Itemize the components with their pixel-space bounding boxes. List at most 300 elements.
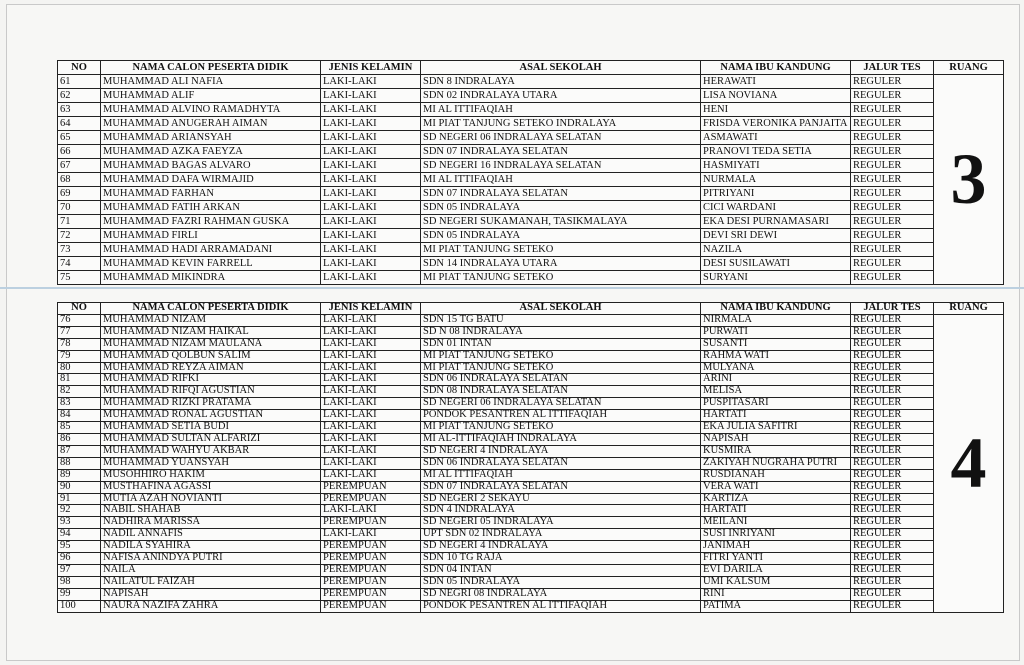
cell-no: 70 bbox=[58, 201, 101, 215]
cell-test-track: REGULER bbox=[851, 257, 934, 271]
cell-student-name: MUHAMMAD RIFKI bbox=[101, 374, 321, 386]
cell-no: 74 bbox=[58, 257, 101, 271]
table-row bbox=[58, 326, 1004, 338]
cell-no: 76 bbox=[58, 314, 101, 326]
table-row bbox=[58, 173, 1004, 187]
cell-gender: LAKI-LAKI bbox=[321, 271, 421, 285]
cell-test-track: REGULER bbox=[851, 215, 934, 229]
cell-mother-name: EKA JULIA SAFITRI bbox=[701, 422, 851, 434]
table-row bbox=[58, 187, 1004, 201]
cell-origin-school: SD NEGERI SUKAMANAH, TASIKMALAYA bbox=[421, 215, 701, 229]
table-row bbox=[58, 201, 1004, 215]
cell-gender: PEREMPUAN bbox=[321, 564, 421, 576]
cell-test-track: REGULER bbox=[851, 243, 934, 257]
table-row bbox=[58, 271, 1004, 285]
cell-test-track: REGULER bbox=[851, 173, 934, 187]
cell-student-name: MUSOHHIRO HAKIM bbox=[101, 469, 321, 481]
table-row bbox=[58, 529, 1004, 541]
cell-student-name: MUHAMMAD ALIF bbox=[101, 89, 321, 103]
cell-student-name: MUHAMMAD QOLBUN SALIM bbox=[101, 350, 321, 362]
cell-gender: LAKI-LAKI bbox=[321, 131, 421, 145]
cell-origin-school: SDN 07 INDRALAYA SELATAN bbox=[421, 187, 701, 201]
col-header-gender: JENIS KELAMIN bbox=[321, 303, 421, 315]
cell-no: 75 bbox=[58, 271, 101, 285]
cell-gender: LAKI-LAKI bbox=[321, 201, 421, 215]
cell-test-track: REGULER bbox=[851, 117, 934, 131]
cell-student-name: MUHAMMAD FARHAN bbox=[101, 187, 321, 201]
cell-test-track: REGULER bbox=[851, 576, 934, 588]
table-header-row bbox=[58, 61, 1004, 75]
table-row bbox=[58, 75, 1004, 89]
col-header-gender: JENIS KELAMIN bbox=[321, 61, 421, 75]
cell-mother-name: KARTIZA bbox=[701, 493, 851, 505]
cell-no: 93 bbox=[58, 517, 101, 529]
cell-student-name: MUHAMMAD AZKA FAEYZA bbox=[101, 145, 321, 159]
cell-no: 84 bbox=[58, 410, 101, 422]
cell-student-name: NAPISAH bbox=[101, 588, 321, 600]
cell-mother-name: NURMALA bbox=[701, 173, 851, 187]
cell-gender: LAKI-LAKI bbox=[321, 505, 421, 517]
cell-no: 85 bbox=[58, 422, 101, 434]
table-row bbox=[58, 445, 1004, 457]
cell-mother-name: PUSPITASARI bbox=[701, 398, 851, 410]
cell-test-track: REGULER bbox=[851, 386, 934, 398]
cell-test-track: REGULER bbox=[851, 145, 934, 159]
col-header-room: RUANG bbox=[934, 61, 1004, 75]
cell-origin-school: SDN 01 INTAN bbox=[421, 338, 701, 350]
table-row bbox=[58, 145, 1004, 159]
cell-no: 65 bbox=[58, 131, 101, 145]
room-number: 4 bbox=[934, 314, 1004, 612]
cell-origin-school: MI AL ITTIFAQIAH bbox=[421, 103, 701, 117]
table-row bbox=[58, 553, 1004, 565]
cell-student-name: MUHAMMAD SULTAN ALFARIZI bbox=[101, 433, 321, 445]
cell-gender: LAKI-LAKI bbox=[321, 362, 421, 374]
cell-student-name: NADHIRA MARISSA bbox=[101, 517, 321, 529]
cell-mother-name: ARINI bbox=[701, 374, 851, 386]
cell-gender: LAKI-LAKI bbox=[321, 145, 421, 159]
cell-test-track: REGULER bbox=[851, 505, 934, 517]
table-row bbox=[58, 600, 1004, 612]
cell-mother-name: MULYANA bbox=[701, 362, 851, 374]
cell-mother-name: UMI KALSUM bbox=[701, 576, 851, 588]
cell-mother-name: SUSI INRIYANI bbox=[701, 529, 851, 541]
cell-student-name: NAFISA ANINDYA PUTRI bbox=[101, 553, 321, 565]
cell-origin-school: SD NEGERI 2 SEKAYU bbox=[421, 493, 701, 505]
cell-no: 63 bbox=[58, 103, 101, 117]
table-row bbox=[58, 422, 1004, 434]
cell-origin-school: MI AL ITTIFAQIAH bbox=[421, 469, 701, 481]
cell-mother-name: HARTATI bbox=[701, 410, 851, 422]
cell-gender: PEREMPUAN bbox=[321, 541, 421, 553]
cell-test-track: REGULER bbox=[851, 89, 934, 103]
cell-student-name: MUHAMMAD ALVINO RAMADHYTA bbox=[101, 103, 321, 117]
cell-gender: LAKI-LAKI bbox=[321, 529, 421, 541]
cell-mother-name: NAPISAH bbox=[701, 433, 851, 445]
cell-origin-school: SDN 06 INDRALAYA SELATAN bbox=[421, 374, 701, 386]
cell-origin-school: SD NEGERI 16 INDRALAYA SELATAN bbox=[421, 159, 701, 173]
cell-test-track: REGULER bbox=[851, 529, 934, 541]
col-header-track: JALUR TES bbox=[851, 303, 934, 315]
cell-test-track: REGULER bbox=[851, 338, 934, 350]
cell-mother-name: CICI WARDANI bbox=[701, 201, 851, 215]
cell-mother-name: PRANOVI TEDA SETIA bbox=[701, 145, 851, 159]
cell-mother-name: RUSDIANAH bbox=[701, 469, 851, 481]
cell-gender: LAKI-LAKI bbox=[321, 187, 421, 201]
cell-test-track: REGULER bbox=[851, 271, 934, 285]
cell-origin-school: SD NEGERI 4 INDRALAYA bbox=[421, 445, 701, 457]
cell-student-name: MUHAMMAD KEVIN FARRELL bbox=[101, 257, 321, 271]
cell-mother-name: PATIMA bbox=[701, 600, 851, 612]
cell-origin-school: SDN 10 TG RAJA bbox=[421, 553, 701, 565]
cell-student-name: MUHAMMAD RONAL AGUSTIAN bbox=[101, 410, 321, 422]
cell-origin-school: SDN 07 INDRALAYA SELATAN bbox=[421, 481, 701, 493]
roster-table-room-3 bbox=[57, 60, 1004, 285]
cell-gender: LAKI-LAKI bbox=[321, 103, 421, 117]
cell-test-track: REGULER bbox=[851, 350, 934, 362]
cell-student-name: MUTIA AZAH NOVIANTI bbox=[101, 493, 321, 505]
cell-test-track: REGULER bbox=[851, 159, 934, 173]
cell-origin-school: SD NEGERI 4 INDRALAYA bbox=[421, 541, 701, 553]
cell-mother-name: LISA NOVIANA bbox=[701, 89, 851, 103]
cell-test-track: REGULER bbox=[851, 517, 934, 529]
cell-no: 67 bbox=[58, 159, 101, 173]
cell-gender: PEREMPUAN bbox=[321, 553, 421, 565]
cell-gender: LAKI-LAKI bbox=[321, 469, 421, 481]
cell-test-track: REGULER bbox=[851, 600, 934, 612]
table-row bbox=[58, 159, 1004, 173]
cell-origin-school: MI PIAT TANJUNG SETEKO bbox=[421, 350, 701, 362]
cell-test-track: REGULER bbox=[851, 422, 934, 434]
cell-no: 97 bbox=[58, 564, 101, 576]
table-row bbox=[58, 517, 1004, 529]
cell-student-name: MUHAMMAD YUANSYAH bbox=[101, 457, 321, 469]
cell-origin-school: SDN 02 INDRALAYA UTARA bbox=[421, 89, 701, 103]
cell-student-name: MUHAMMAD FIRLI bbox=[101, 229, 321, 243]
cell-origin-school: SDN 05 INDRALAYA bbox=[421, 201, 701, 215]
cell-test-track: REGULER bbox=[851, 103, 934, 117]
table-row bbox=[58, 564, 1004, 576]
table-row bbox=[58, 410, 1004, 422]
table-row bbox=[58, 338, 1004, 350]
cell-origin-school: SD NEGRI 08 INDRALAYA bbox=[421, 588, 701, 600]
cell-test-track: REGULER bbox=[851, 187, 934, 201]
cell-mother-name: FITRI YANTI bbox=[701, 553, 851, 565]
cell-student-name: MUHAMMAD RIZKI PRATAMA bbox=[101, 398, 321, 410]
cell-student-name: NAILA bbox=[101, 564, 321, 576]
table-row bbox=[58, 374, 1004, 386]
cell-student-name: MUHAMMAD NIZAM MAULANA bbox=[101, 338, 321, 350]
table-row bbox=[58, 103, 1004, 117]
cell-test-track: REGULER bbox=[851, 481, 934, 493]
cell-test-track: REGULER bbox=[851, 457, 934, 469]
cell-origin-school: SDN 14 INDRALAYA UTARA bbox=[421, 257, 701, 271]
col-header-room: RUANG bbox=[934, 303, 1004, 315]
table-row bbox=[58, 576, 1004, 588]
cell-origin-school: PONDOK PESANTREN AL ITTIFAQIAH bbox=[421, 410, 701, 422]
cell-gender: PEREMPUAN bbox=[321, 481, 421, 493]
table-row bbox=[58, 505, 1004, 517]
cell-no: 99 bbox=[58, 588, 101, 600]
cell-no: 81 bbox=[58, 374, 101, 386]
cell-test-track: REGULER bbox=[851, 541, 934, 553]
cell-mother-name: MELISA bbox=[701, 386, 851, 398]
cell-origin-school: SD NEGERI 06 INDRALAYA SELATAN bbox=[421, 131, 701, 145]
cell-student-name: MUHAMMAD ANUGERAH AIMAN bbox=[101, 117, 321, 131]
cell-no: 64 bbox=[58, 117, 101, 131]
cell-no: 72 bbox=[58, 229, 101, 243]
cell-test-track: REGULER bbox=[851, 75, 934, 89]
table-row bbox=[58, 398, 1004, 410]
cell-no: 94 bbox=[58, 529, 101, 541]
col-header-school: ASAL SEKOLAH bbox=[421, 61, 701, 75]
table-row bbox=[58, 131, 1004, 145]
cell-no: 69 bbox=[58, 187, 101, 201]
cell-origin-school: SDN 07 INDRALAYA SELATAN bbox=[421, 145, 701, 159]
cell-origin-school: SDN 05 INDRALAYA bbox=[421, 229, 701, 243]
cell-origin-school: SDN 08 INDRALAYA SELATAN bbox=[421, 386, 701, 398]
col-header-name: NAMA CALON PESERTA DIDIK bbox=[101, 303, 321, 315]
cell-mother-name: JANIMAH bbox=[701, 541, 851, 553]
cell-gender: LAKI-LAKI bbox=[321, 159, 421, 173]
cell-gender: LAKI-LAKI bbox=[321, 314, 421, 326]
cell-student-name: NADILA SYAHIRA bbox=[101, 541, 321, 553]
cell-student-name: NAURA NAZIFA ZAHRA bbox=[101, 600, 321, 612]
page-divider bbox=[0, 287, 1024, 289]
cell-test-track: REGULER bbox=[851, 410, 934, 422]
cell-mother-name: PITRIYANI bbox=[701, 187, 851, 201]
cell-gender: LAKI-LAKI bbox=[321, 215, 421, 229]
cell-test-track: REGULER bbox=[851, 362, 934, 374]
cell-mother-name: EKA DESI PURNAMASARI bbox=[701, 215, 851, 229]
cell-gender: LAKI-LAKI bbox=[321, 75, 421, 89]
col-header-no: NO bbox=[58, 303, 101, 315]
table-row bbox=[58, 243, 1004, 257]
cell-origin-school: MI AL-ITTIFAQIAH INDRALAYA bbox=[421, 433, 701, 445]
cell-origin-school: SDN 04 INTAN bbox=[421, 564, 701, 576]
cell-no: 98 bbox=[58, 576, 101, 588]
cell-student-name: MUHAMMAD FATIH ARKAN bbox=[101, 201, 321, 215]
cell-origin-school: MI PIAT TANJUNG SETEKO bbox=[421, 271, 701, 285]
room-number: 3 bbox=[934, 75, 1004, 285]
table-row bbox=[58, 469, 1004, 481]
cell-mother-name: VERA WATI bbox=[701, 481, 851, 493]
table-row bbox=[58, 215, 1004, 229]
cell-mother-name: PURWATI bbox=[701, 326, 851, 338]
cell-mother-name: RINI bbox=[701, 588, 851, 600]
cell-test-track: REGULER bbox=[851, 131, 934, 145]
cell-test-track: REGULER bbox=[851, 374, 934, 386]
cell-mother-name: RAHMA WATI bbox=[701, 350, 851, 362]
cell-gender: LAKI-LAKI bbox=[321, 445, 421, 457]
cell-origin-school: SDN 06 INDRALAYA SELATAN bbox=[421, 457, 701, 469]
cell-no: 82 bbox=[58, 386, 101, 398]
cell-student-name: MUHAMMAD MIKINDRA bbox=[101, 271, 321, 285]
cell-no: 80 bbox=[58, 362, 101, 374]
cell-gender: LAKI-LAKI bbox=[321, 374, 421, 386]
cell-no: 95 bbox=[58, 541, 101, 553]
cell-mother-name: NAZILA bbox=[701, 243, 851, 257]
cell-test-track: REGULER bbox=[851, 493, 934, 505]
cell-gender: LAKI-LAKI bbox=[321, 243, 421, 257]
cell-student-name: MUHAMMAD NIZAM HAIKAL bbox=[101, 326, 321, 338]
roster-table-room-4 bbox=[57, 302, 1004, 613]
cell-gender: LAKI-LAKI bbox=[321, 386, 421, 398]
cell-mother-name: FRISDA VERONIKA PANJAITA bbox=[701, 117, 851, 131]
cell-no: 71 bbox=[58, 215, 101, 229]
cell-no: 77 bbox=[58, 326, 101, 338]
cell-mother-name: HARTATI bbox=[701, 505, 851, 517]
cell-test-track: REGULER bbox=[851, 588, 934, 600]
cell-mother-name: MEILANI bbox=[701, 517, 851, 529]
cell-test-track: REGULER bbox=[851, 229, 934, 243]
cell-origin-school: SD NEGERI 06 INDRALAYA SELATAN bbox=[421, 398, 701, 410]
cell-no: 62 bbox=[58, 89, 101, 103]
col-header-no: NO bbox=[58, 61, 101, 75]
cell-no: 68 bbox=[58, 173, 101, 187]
table-row bbox=[58, 541, 1004, 553]
cell-gender: PEREMPUAN bbox=[321, 600, 421, 612]
cell-student-name: MUHAMMAD SETIA BUDI bbox=[101, 422, 321, 434]
cell-no: 92 bbox=[58, 505, 101, 517]
table-row bbox=[58, 229, 1004, 243]
cell-student-name: NADIL ANNAFIS bbox=[101, 529, 321, 541]
cell-mother-name: EVI DARILA bbox=[701, 564, 851, 576]
cell-gender: PEREMPUAN bbox=[321, 588, 421, 600]
cell-no: 86 bbox=[58, 433, 101, 445]
cell-mother-name: ZAKIYAH NUGRAHA PUTRI bbox=[701, 457, 851, 469]
cell-no: 89 bbox=[58, 469, 101, 481]
cell-no: 96 bbox=[58, 553, 101, 565]
cell-origin-school: MI PIAT TANJUNG SETEKO bbox=[421, 422, 701, 434]
cell-gender: LAKI-LAKI bbox=[321, 117, 421, 131]
cell-gender: LAKI-LAKI bbox=[321, 229, 421, 243]
cell-student-name: MUHAMMAD ALI NAFIA bbox=[101, 75, 321, 89]
cell-mother-name: KUSMIRA bbox=[701, 445, 851, 457]
cell-mother-name: DEVI SRI DEWI bbox=[701, 229, 851, 243]
cell-student-name: MUHAMMAD REYZA AIMAN bbox=[101, 362, 321, 374]
table-row bbox=[58, 89, 1004, 103]
cell-student-name: MUHAMMAD BAGAS ALVARO bbox=[101, 159, 321, 173]
cell-test-track: REGULER bbox=[851, 469, 934, 481]
cell-student-name: NABIL SHAHAB bbox=[101, 505, 321, 517]
cell-test-track: REGULER bbox=[851, 433, 934, 445]
cell-mother-name: DESI SUSILAWATI bbox=[701, 257, 851, 271]
cell-gender: LAKI-LAKI bbox=[321, 173, 421, 187]
col-header-school: ASAL SEKOLAH bbox=[421, 303, 701, 315]
cell-student-name: NAILATUL FAIZAH bbox=[101, 576, 321, 588]
col-header-track: JALUR TES bbox=[851, 61, 934, 75]
cell-mother-name: NIRMALA bbox=[701, 314, 851, 326]
cell-test-track: REGULER bbox=[851, 564, 934, 576]
cell-origin-school: MI PIAT TANJUNG SETEKO INDRALAYA bbox=[421, 117, 701, 131]
cell-gender: LAKI-LAKI bbox=[321, 398, 421, 410]
cell-gender: LAKI-LAKI bbox=[321, 326, 421, 338]
cell-no: 66 bbox=[58, 145, 101, 159]
cell-gender: LAKI-LAKI bbox=[321, 457, 421, 469]
cell-student-name: MUHAMMAD RIFQI AGUSTIAN bbox=[101, 386, 321, 398]
table-row bbox=[58, 493, 1004, 505]
cell-mother-name: SURYANI bbox=[701, 271, 851, 285]
cell-student-name: MUHAMMAD HADI ARRAMADANI bbox=[101, 243, 321, 257]
cell-no: 73 bbox=[58, 243, 101, 257]
cell-origin-school: SD NEGERI 05 INDRALAYA bbox=[421, 517, 701, 529]
cell-student-name: MUHAMMAD ARIANSYAH bbox=[101, 131, 321, 145]
cell-gender: PEREMPUAN bbox=[321, 576, 421, 588]
cell-origin-school: UPT SDN 02 INDRALAYA bbox=[421, 529, 701, 541]
cell-mother-name: HERAWATI bbox=[701, 75, 851, 89]
table-row bbox=[58, 350, 1004, 362]
col-header-mother: NAMA IBU KANDUNG bbox=[701, 61, 851, 75]
cell-test-track: REGULER bbox=[851, 398, 934, 410]
cell-gender: LAKI-LAKI bbox=[321, 257, 421, 271]
col-header-mother: NAMA IBU KANDUNG bbox=[701, 303, 851, 315]
cell-student-name: MUHAMMAD FAZRI RAHMAN GUSKA bbox=[101, 215, 321, 229]
cell-gender: PEREMPUAN bbox=[321, 493, 421, 505]
table-row bbox=[58, 457, 1004, 469]
table-row bbox=[58, 314, 1004, 326]
cell-origin-school: MI PIAT TANJUNG SETEKO bbox=[421, 362, 701, 374]
table-row bbox=[58, 481, 1004, 493]
cell-gender: LAKI-LAKI bbox=[321, 422, 421, 434]
cell-origin-school: PONDOK PESANTREN AL ITTIFAQIAH bbox=[421, 600, 701, 612]
cell-test-track: REGULER bbox=[851, 445, 934, 457]
cell-test-track: REGULER bbox=[851, 326, 934, 338]
cell-origin-school: SDN 15 TG BATU bbox=[421, 314, 701, 326]
table-header-row bbox=[58, 303, 1004, 315]
cell-test-track: REGULER bbox=[851, 553, 934, 565]
table-row bbox=[58, 362, 1004, 374]
table-row bbox=[58, 257, 1004, 271]
cell-origin-school: SDN 4 INDRALAYA bbox=[421, 505, 701, 517]
cell-gender: PEREMPUAN bbox=[321, 517, 421, 529]
cell-no: 100 bbox=[58, 600, 101, 612]
cell-origin-school: SDN 8 INDRALAYA bbox=[421, 75, 701, 89]
cell-gender: LAKI-LAKI bbox=[321, 338, 421, 350]
cell-student-name: MUSTHAFINA AGASSI bbox=[101, 481, 321, 493]
cell-student-name: MUHAMMAD NIZAM bbox=[101, 314, 321, 326]
cell-mother-name: SUSANTI bbox=[701, 338, 851, 350]
cell-no: 87 bbox=[58, 445, 101, 457]
cell-origin-school: MI PIAT TANJUNG SETEKO bbox=[421, 243, 701, 257]
cell-no: 78 bbox=[58, 338, 101, 350]
cell-test-track: REGULER bbox=[851, 314, 934, 326]
cell-gender: LAKI-LAKI bbox=[321, 350, 421, 362]
cell-student-name: MUHAMMAD WAHYU AKBAR bbox=[101, 445, 321, 457]
table-row bbox=[58, 117, 1004, 131]
cell-mother-name: ASMAWATI bbox=[701, 131, 851, 145]
cell-origin-school: SDN 05 INDRALAYA bbox=[421, 576, 701, 588]
cell-origin-school: SD N 08 INDRALAYA bbox=[421, 326, 701, 338]
col-header-name: NAMA CALON PESERTA DIDIK bbox=[101, 61, 321, 75]
cell-no: 90 bbox=[58, 481, 101, 493]
cell-gender: LAKI-LAKI bbox=[321, 410, 421, 422]
cell-mother-name: HENI bbox=[701, 103, 851, 117]
cell-no: 91 bbox=[58, 493, 101, 505]
cell-no: 88 bbox=[58, 457, 101, 469]
table-row bbox=[58, 433, 1004, 445]
cell-origin-school: MI AL ITTIFAQIAH bbox=[421, 173, 701, 187]
cell-gender: LAKI-LAKI bbox=[321, 433, 421, 445]
table-row bbox=[58, 386, 1004, 398]
table-row bbox=[58, 588, 1004, 600]
cell-no: 83 bbox=[58, 398, 101, 410]
cell-no: 79 bbox=[58, 350, 101, 362]
cell-gender: LAKI-LAKI bbox=[321, 89, 421, 103]
cell-no: 61 bbox=[58, 75, 101, 89]
cell-mother-name: HASMIYATI bbox=[701, 159, 851, 173]
cell-student-name: MUHAMMAD DAFA WIRMAJID bbox=[101, 173, 321, 187]
